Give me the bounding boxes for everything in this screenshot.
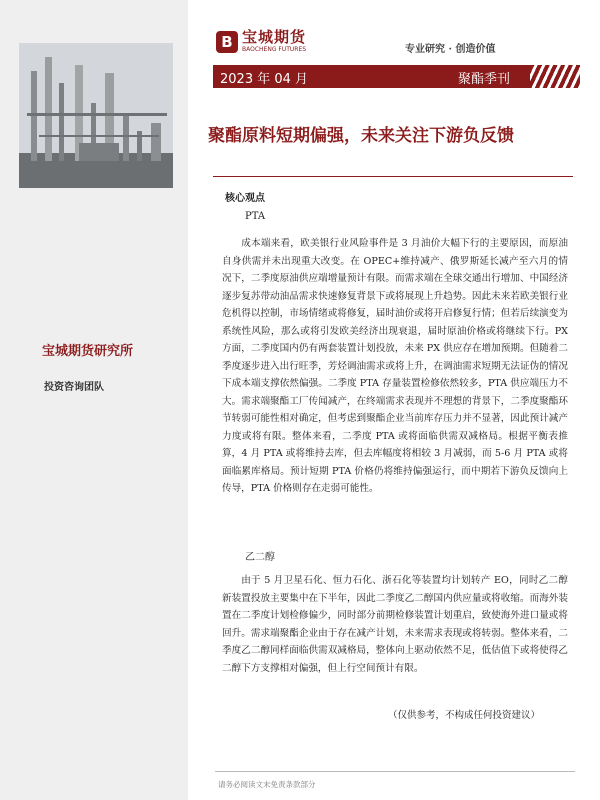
refinery-photo: [19, 43, 173, 188]
title-divider: [213, 176, 573, 177]
logo-b-icon: B: [216, 31, 238, 53]
logo-text-en: BAOCHENG FUTURES: [242, 46, 307, 53]
banner-stripes: [530, 65, 580, 88]
pta-heading: PTA: [245, 211, 266, 222]
sidebar: [0, 0, 188, 800]
company-logo: [216, 30, 306, 53]
team-name: 投资咨询团队: [44, 382, 104, 393]
section-heading: 核心观点: [225, 193, 265, 204]
slogan: 专业研究 · 创造价值: [405, 44, 496, 55]
footer-note: 请务必阅读文末免责条款部分: [218, 780, 316, 789]
pta-paragraph: 成本端来看，欧美银行业风险事件是 3 月油价大幅下行的主要原因，而原油自身供需并未出现重大改变。在 OPEC+维持减产、俄罗斯延长减产至六月的情况下，二季度原油供应端增量预计有限。而需求端在全球交通出行增加、中国经济逐步复苏带动油品需求快速修复背景下或将展现上升趋势。因此未来若欧美银行业危机得以控制，市场情绪或将修复，届时油价或将开启修复行情；但若后续演变为系统性风险，那么或将引发欧美经济出现衰退，届时原油价格或将继续下行。PX 方面，二季度国内仍有两套装置计划投放，未来 PX 供应存在增加预期。但随着二季度逐步进入出行旺季，芳烃调油需求或将上升，在调油需求短期无法证伪的情况下成本端支撑依然偏强。二季度 PTA 存量装置检修依然较多，PTA 供应端压力不大。需求端聚酯工厂传闻减产，在终端需求表现并不理想的背景下，二季度聚酯环节转弱可能性相对确定，但考虑到聚酯企业当前库存压力并不显著，因此预计减产力度或将有限。整体来看，二季度 PTA 或将面临供需双减格局。根据平衡表推算，4 月 PTA 或将维持去库，但去库幅度将相较 3 月减弱，而 5-6 月 PTA 或将面临累库格局。预计短期 PTA 价格仍将维持偏强运行，而中期若下游负反馈向上传导，PTA 价格则存在走弱可能性。: [222, 238, 568, 494]
institute-name: 宝城期货研究所: [42, 344, 134, 359]
report-type: 聚酯季刊: [458, 72, 511, 87]
footer-divider: [215, 771, 575, 772]
logo-text-cn: 宝城期货: [242, 28, 307, 46]
meg-heading: 乙二醇: [245, 552, 275, 563]
report-date: 2023 年 04 月: [220, 72, 309, 87]
page-title: 聚酯原料短期偏强，未来关注下游负反馈: [208, 126, 514, 146]
meg-paragraph: 由于 5 月卫星石化、恒力石化、浙石化等装置均计划转产 EO，同时乙二醇新装置投放主要集中在下半年，因此二季度乙二醇国内供应量或将收缩。而海外装置在二季度计划检修偏少，同时部分前期检修装置计划重启，致使海外进口量或将回升。需求端聚酯企业由于存在减产计划，未来需求表现或将转弱。整体来看，二季度乙二醇同样面临供需双减格局，整体向上驱动依然不足，低估值下或将使得乙二醇下方支撑相对偏强，但上行空间预计有限。: [222, 575, 568, 674]
disclaimer: （仅供参考，不构成任何投资建议）: [388, 710, 541, 721]
